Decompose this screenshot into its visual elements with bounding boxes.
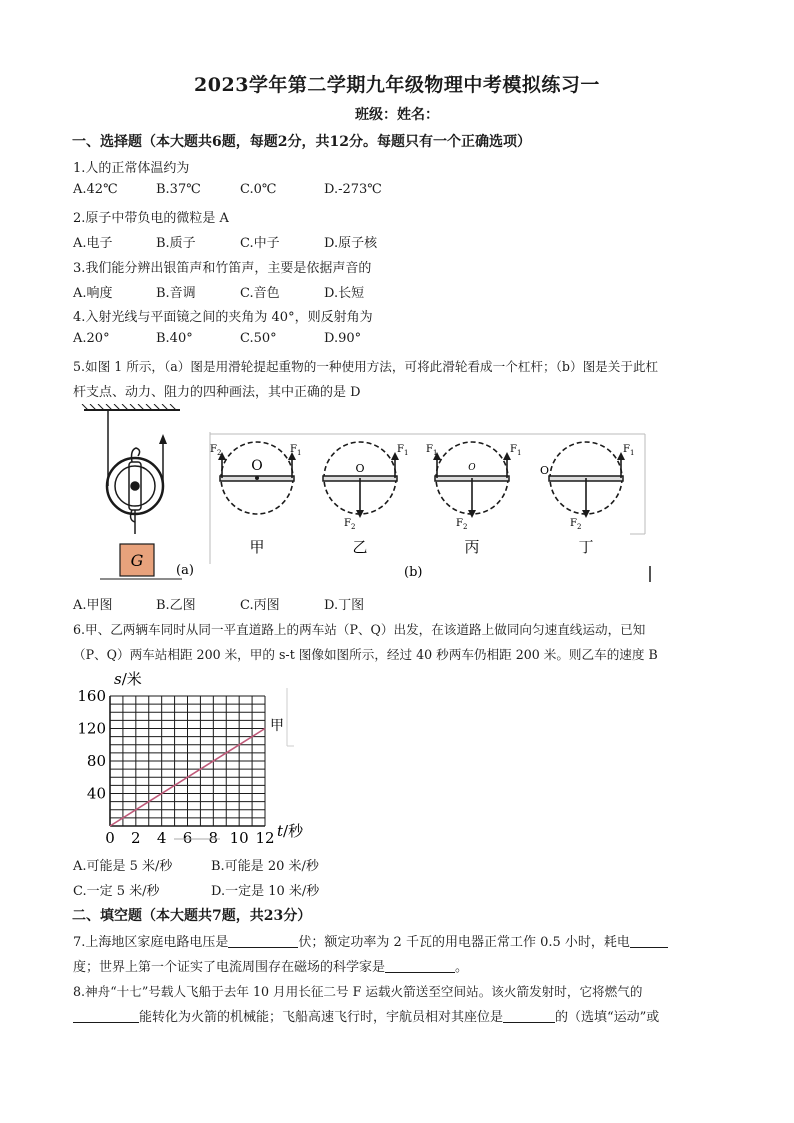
- q4-option-d: D.90°: [324, 331, 362, 346]
- y-tick-label: 160: [77, 687, 106, 705]
- lever-figure: [70, 404, 660, 584]
- lever-diagram-jia: [218, 442, 296, 514]
- x-axis-label: t/秒: [277, 822, 304, 840]
- f2-label-ding: $F_2$: [570, 518, 582, 531]
- figure-a-label: (a): [176, 563, 194, 578]
- f2-label-yi: $F_2$: [344, 518, 356, 531]
- caption-yi: 乙: [352, 538, 368, 556]
- q8-blank-energy[interactable]: [73, 1009, 139, 1023]
- q6-stem-line-1: 6.甲、乙两辆车同时从同一平直道路上的两车站（P、Q）出发，在该道路上做同向匀速直线运动，已知: [73, 622, 646, 637]
- q1-stem: 1.人的正常体温约为: [73, 161, 190, 176]
- st-chart: [72, 668, 312, 848]
- q6-option-c: C.一定 5 米/秒: [73, 884, 160, 899]
- q5-stem-line-2: 杆支点、动力、阻力的四种画法，其中正确的是 D: [73, 385, 361, 400]
- q8-line-2: [73, 1006, 659, 1025]
- q8-blank-motion[interactable]: [503, 1009, 555, 1023]
- q7-line-1: [73, 931, 668, 950]
- x-tick-label: 10: [229, 829, 249, 847]
- caption-jia: 甲: [249, 538, 265, 556]
- q7-part-2: 伏；额定功率为 2 千瓦的用电器正常工作 0.5 小时，耗电: [298, 935, 630, 950]
- lever-diagram-yi: [323, 442, 399, 518]
- f1-label-ding: $F_1$: [623, 444, 635, 457]
- y-tick-label: 40: [86, 784, 106, 803]
- q6-option-d: D.一定是 10 米/秒: [211, 884, 320, 899]
- figure-b-label: (b): [404, 565, 423, 580]
- q6-option-b: B.可能是 20 米/秒: [211, 859, 319, 874]
- x-tick-label: 0: [105, 829, 115, 847]
- q7-blank-scientist[interactable]: [385, 959, 455, 973]
- q2-option-c: C.中子: [240, 236, 280, 251]
- q2-option-a: A.电子: [73, 236, 113, 251]
- q3-option-b: B.音调: [156, 286, 196, 301]
- q7-blank-voltage[interactable]: [228, 934, 298, 948]
- q1-option-a: A.42℃: [73, 182, 118, 197]
- q2-option-b: B.质子: [156, 236, 196, 251]
- f1-label-yi: $F_1$: [397, 444, 409, 457]
- q3-option-c: C.音色: [240, 286, 280, 301]
- q8-part-3: 的（选填“运动”或: [555, 1010, 660, 1025]
- q3-stem: 3.我们能分辨出银笛声和竹笛声，主要是依据声音的: [73, 261, 372, 276]
- f1-label-jia: $F_1$: [290, 444, 302, 457]
- q5-stem-line-1: 5.如图 1 所示，（a）图是用滑轮提起重物的一种使用方法，可将此滑轮看成一个杠杆；（b）图是关于此杠: [73, 359, 659, 374]
- q3-option-d: D.长短: [324, 286, 365, 301]
- y-axis-label: s/米: [114, 670, 142, 688]
- q7-part-3: 度；世界上第一个证实了电流周围存在磁场的科学家是: [73, 960, 386, 975]
- q5-option-c: C.丙图: [240, 598, 280, 613]
- f2-label-bing: $F_2$: [456, 518, 468, 531]
- q7-part-4: 。: [455, 960, 469, 975]
- q2-stem: 2.原子中带负电的微粒是 A: [73, 211, 229, 226]
- x-tick-label: 6: [182, 829, 193, 847]
- q4-option-b: B.40°: [156, 331, 193, 346]
- x-tick-label: 12: [255, 829, 275, 847]
- fulcrum-label-bing: O: [468, 463, 476, 473]
- class-name-line: 班级：姓名：: [355, 107, 439, 123]
- q6-stem-line-2: （P、Q）两车站相距 200 米，甲的 s-t 图像如图所示，经过 40 秒两车仍相距 200 米。则乙车的速度 B: [73, 647, 658, 662]
- f1-left-label-bing: $F_1$: [426, 444, 438, 457]
- q7-line-2: [73, 956, 468, 975]
- q2-option-d: D.原子核: [324, 236, 378, 251]
- section-1-heading: 一、选择题（本大题共6题，每题2分，共12分。每题只有一个正确选项）: [72, 134, 531, 150]
- q3-option-a: A.响度: [73, 286, 113, 301]
- q1-option-c: C.0℃: [240, 182, 277, 197]
- q6-option-a: A.可能是 5 米/秒: [73, 859, 173, 874]
- caption-ding: 丁: [578, 538, 594, 556]
- q5-option-a: A.甲图: [73, 598, 113, 613]
- q5-option-d: D.丁图: [324, 598, 365, 613]
- q4-option-c: C.50°: [240, 331, 277, 346]
- x-tick-label: 4: [156, 829, 167, 847]
- fulcrum-label-ding: O: [540, 464, 550, 477]
- q1-option-b: B.37℃: [156, 182, 201, 197]
- x-tick-label: 8: [208, 829, 219, 847]
- q7-part-1: 7.上海地区家庭电路电压是: [73, 935, 229, 950]
- y-tick-label: 80: [86, 752, 106, 770]
- caption-bing: 丙: [464, 538, 480, 556]
- weight-label: G: [130, 551, 144, 570]
- x-tick-label: 2: [131, 829, 141, 847]
- fulcrum-label-yi: O: [355, 462, 365, 475]
- q5-option-b: B.乙图: [156, 598, 196, 613]
- f2-label-jia: $F_2$: [210, 444, 222, 457]
- f1-right-label-bing: $F_1$: [510, 444, 522, 457]
- fulcrum-label-jia: O: [251, 458, 263, 474]
- page-title: 2023学年第二学期九年级物理中考模拟练习一: [194, 74, 600, 96]
- q8-line-1: 8.神舟“十七”号载人飞船于去年 10 月用长征二号 F 运载火箭送至空间站。该火箭发射时，它将燃气的: [73, 984, 643, 999]
- q4-option-a: A.20°: [73, 331, 110, 346]
- q4-stem: 4.入射光线与平面镜之间的夹角为 40°，则反射角为: [73, 310, 373, 325]
- pulley-diagram: [82, 404, 180, 534]
- chart-grid: [110, 696, 265, 826]
- series-label-jia: 甲: [270, 718, 284, 734]
- lever-diagram-bing: [433, 442, 511, 518]
- lever-diagram-ding: [549, 442, 625, 518]
- section-2-heading: 二、填空题（本大题共7题，共23分）: [72, 908, 312, 924]
- q8-part-2: 能转化为火箭的机械能；飞船高速飞行时，宇航员相对其座位是: [139, 1010, 504, 1025]
- chart-ticks: [77, 687, 274, 847]
- q7-blank-energy[interactable]: [630, 934, 668, 948]
- y-tick-label: 120: [77, 719, 106, 738]
- q1-option-d: D.-273℃: [324, 182, 382, 197]
